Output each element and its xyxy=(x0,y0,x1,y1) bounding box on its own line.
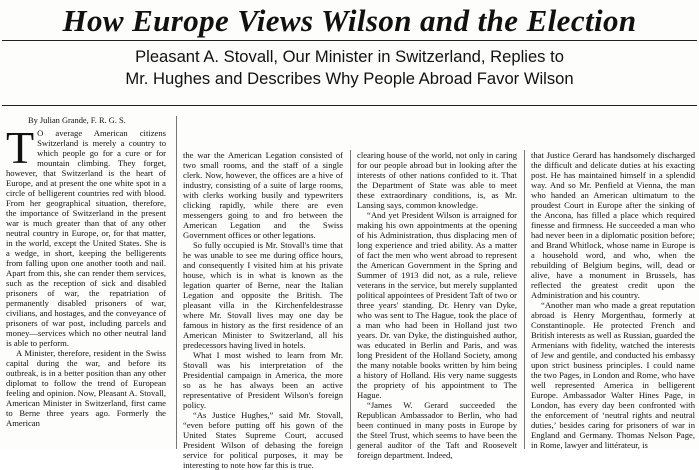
column-divider xyxy=(524,150,525,449)
paragraph: the war the American Legation consisted of two small rooms, and the staff of a single clerk. Now, however, the offices are a hive of industry, consisting of a suite of large rooms, with clerks working busily and typewriters clicking rapidly, while there are even messengers going to and fro between the American Legation and the Swiss Government offices or other legations. xyxy=(183,150,343,240)
paragraph: clearing house of the world, not only in caring for our people abroad but in looking after the interests of other nations confided to it. That the Department of State was able to meet these extraordinary conditions, is, as Mr. Lansing says, common knowledge. xyxy=(357,150,517,210)
paragraph: “As Justice Hughes,” said Mr. Stovall, “even before putting off his gown of the United States Supreme Court, accused President Wilson of debasing the foreign service for political purposes, it may be interesting to note how far this is true. xyxy=(183,410,343,470)
paragraph: So fully occupied is Mr. Stovall's time that he was unable to see me during office hours, and consequently I visited him at his private house, which is in what is known as the legation quarter of Berne, near the Italian Legation and opposite the British. The pleasant villa in the Kirchenfeldestrasse where Mr. Stovall lives may one day be famous in history as the first residence of an American Minister to Switzerland, all his predecessors having lived in hotels. xyxy=(183,240,343,350)
subheadline-line-2: Mr. Hughes and Describes Why People Abroad Favor Wilson xyxy=(125,69,574,88)
paragraph: A Minister, therefore, resident in the Swiss capital during the war, and before its outbreak, is in a better position than any other diplomat to follow the trend of European feeling and opinion. Now, Pleasant A. Stovall, American Minister in Switzerland, first came to Berne three years ago. Formerly the American xyxy=(6,348,166,428)
article-column-1 xyxy=(6,116,166,449)
paragraph: What I most wished to learn from Mr. Stovall was his interpretation of the Presidential campaign in America, the more so as he has always been an active representative of President Wilson's foreign policy. xyxy=(183,350,343,410)
bottom-rule xyxy=(2,105,697,106)
article-column-2 xyxy=(183,150,343,470)
paragraph: that Justice Gerard has handsomely discharged the difficult and delicate duties at his exacting post. He has maintained himself in a splendid way. And so Mr. Penfield at Vienna, the man who handed an American ultimatum to the proudest Court in Europe after the sinking of the Ancona, has filled a place which required finesse and firmness. He succeeded a man who had never been in a diplomatic position before; and Brand Whitlock, whose name in Europe is a household word, and who, when the rebuilding of Belgium begins, will, dead or alive, have a monument in Brussels, has reflected the greatest credit upon the Administration and his country. xyxy=(531,150,695,300)
article-column-3 xyxy=(357,150,517,460)
byline: By Julian Grande, F. R. G. S. xyxy=(28,116,126,125)
page-headline: How Europe Views Wilson and the Election xyxy=(62,3,637,38)
subheadline xyxy=(20,46,679,90)
paragraph: “And yet President Wilson is arraigned for making his own appointments at the opening of his Administration, thus displacing men of long experience and tried ability. As a matter of fact the men who went abroad to represent the American Government in the Spring and Summer of 1913 did not, as a rule, relieve veterans in the service, but merely supplanted political appointees of President Taft of two or three years' standing. Dr. Henry van Dyke, who was sent to The Hague, took the place of a man who had been in Holland just two years. Dr. van Dyke, the distinguished author, was educated in Berlin and Paris, and was long President of the Holland Society, among the many notable books written by him being a history of Holland. His very name suggests the propriety of his appointment to The Hague. xyxy=(357,210,517,400)
column-divider xyxy=(176,116,177,449)
column-divider xyxy=(350,150,351,449)
paragraph: “Another man who made a great reputation abroad is Henry Morgenthau, formerly at Constantinople. He protected French and British interests as well as Russian, guarded the Armenians with fidelity, watched the interests of Jew and gentile, and conducted his embassy upon strict business principles. I could name the two Pages, in London and Rome, who have well represented America in belligerent Europe. Ambassador Walter Hines Page, in London, has every day been confronted with the enforcement of ‘neutral rights and neutral duties,’ besides caring for prisoners of war in England and Germany. Thomas Nelson Page, in Rome, lawyer and littérateur, is xyxy=(531,300,695,450)
top-rule xyxy=(2,40,697,41)
drop-cap: T xyxy=(6,122,35,173)
paragraph: O average American citizens Switzerland is merely a country to which people go for a cure or for mountain climbing. They forget, however, that Switzerland is the heart of Europe, and at present the one white spot in a circle of belligerent countries red with blood. From her geographical situation, therefore, the importance of Switzerland in the present war is much greater than that of any other neutral country in Europe, or, for that matter, in the world, except the United States. She is a wedge, in short, keeping the belligerents from falling upon one another tooth and nail. Apart from this, she can render them services, such as the reception of sick and disabled prisoners of war, the repatriation of permanently disabled prisoners of war, civilians, and hostages, and the conveyance of prisoners of war post, including parcels and money—services which no other neutral land is able to perform. xyxy=(6,128,166,348)
subheadline-line-1: Pleasant A. Stovall, Our Minister in Switzerland, Replies to xyxy=(135,47,564,66)
paragraph: “James W. Gerard succeeded the Republican Ambassador to Berlin, who had been continued in many posts in Europe by the Steel Trust, which seems to have been the general auditor of the Taft and Roosevelt foreign department. Indeed, xyxy=(357,400,517,460)
article-column-4 xyxy=(531,150,695,449)
